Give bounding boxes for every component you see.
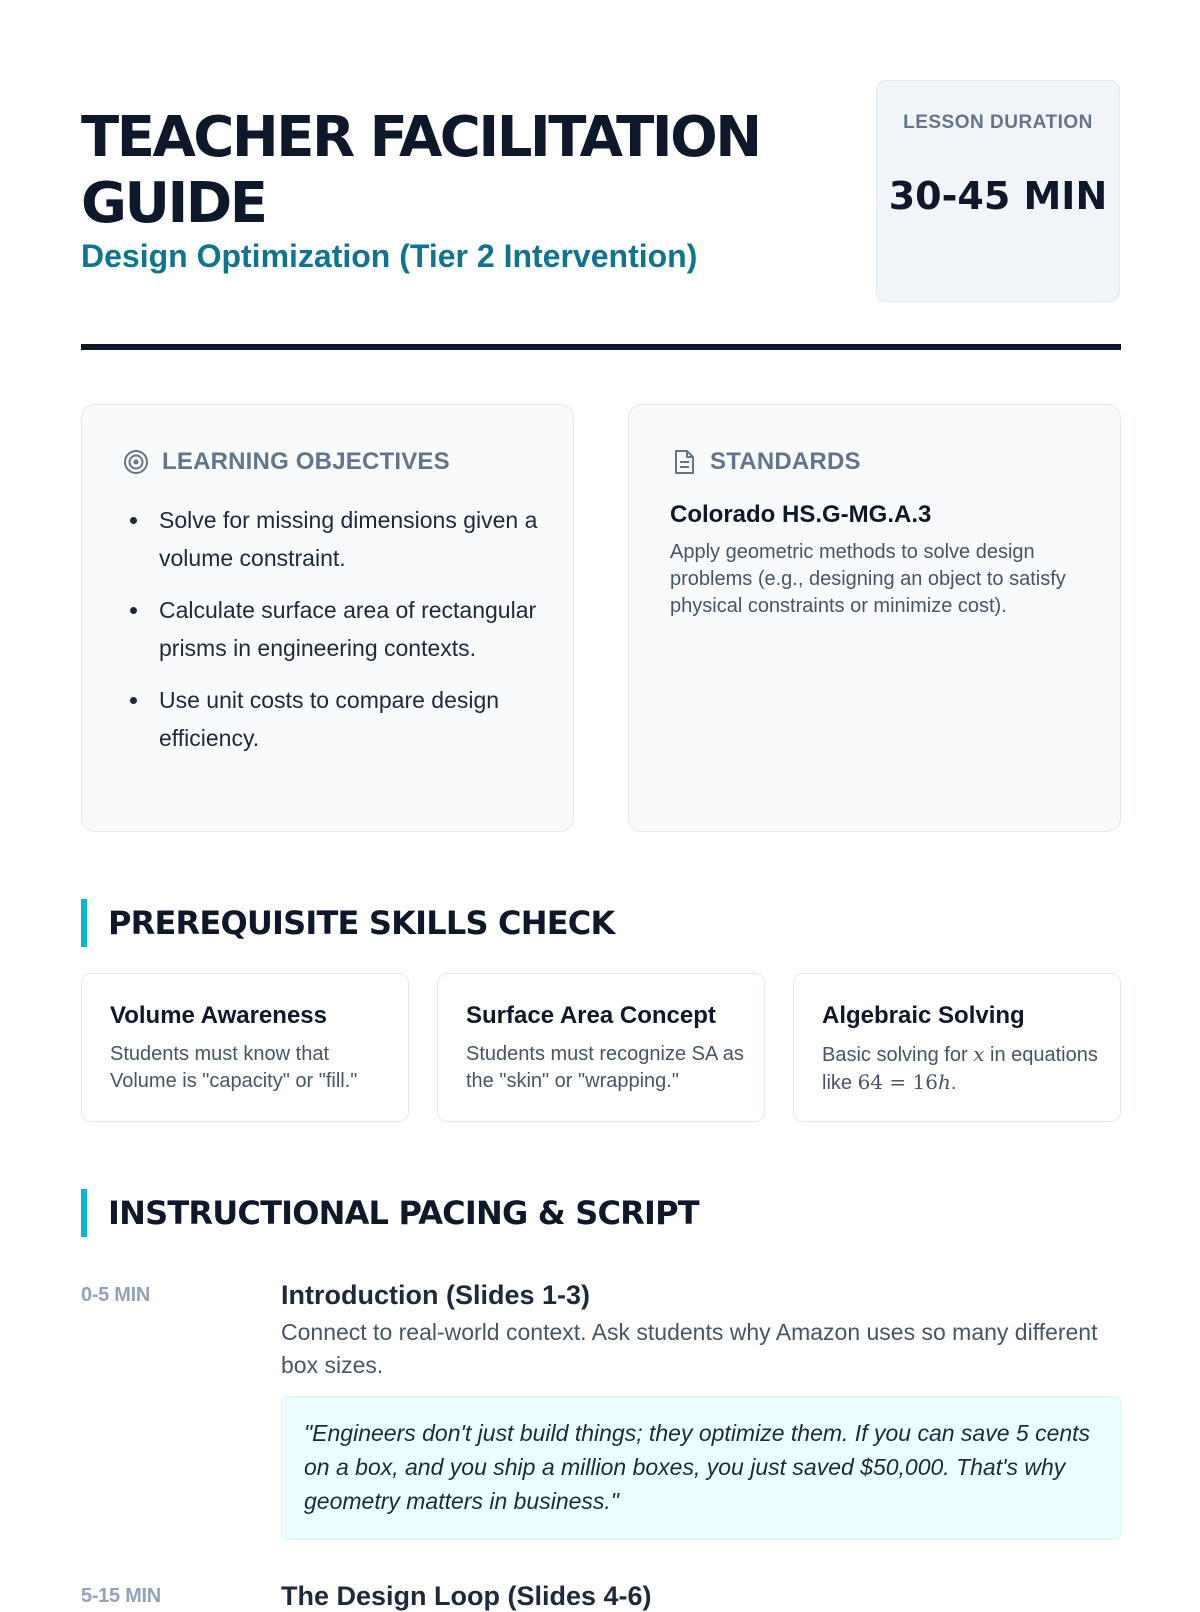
duration-value [877,169,1119,223]
document-icon [670,448,698,476]
prerequisite-section-heading [81,899,1121,947]
standards-header [670,447,861,477]
skill-card-volume [81,973,409,1122]
skill-title: Surface Area Concept [466,1002,716,1029]
skill-description [822,1041,1112,1097]
script-quote: "Engineers don't just build things; they optimize them. If you can save 5 cents on a box, and you ship a million boxes, you just saved $50,000. That's why geometry matters in business." [281,1396,1121,1540]
pacing-step-title: Introduction (Slides 1-3) [281,1280,591,1310]
header [81,80,1121,305]
standards-card [628,404,1121,832]
pacing-section-heading [81,1189,1121,1237]
list-item: • Calculate surface area of rectangular prisms in engineering contexts. [151,591,571,667]
lesson-duration-box [876,80,1120,302]
list-item: • Solve for missing dimensions given a volume constraint. [151,501,571,577]
section-title: INSTRUCTIONAL PACING & SCRIPT [108,1194,699,1232]
list-item: • Use unit costs to compare design efficiency. [151,681,571,757]
pacing-time: 5-15 MIN [81,1585,161,1607]
desc-text: in equations like [822,1044,1098,1094]
skill-card-surface-area [437,973,765,1122]
pacing-step-description: Connect to real-world context. Ask students why Amazon uses so many different box sizes. [281,1319,1098,1378]
skill-description: Students must know that Volume is "capacity" or "fill." [110,1043,358,1092]
objectives-list [122,501,571,771]
skill-card-algebraic [793,973,1121,1122]
learning-objectives-header [122,447,450,477]
standard-description: Apply geometric methods to solve design problems (e.g., designing an object to satisfy physical constraints or minimize cost). [670,541,1066,617]
standard-code: Colorado HS.G-MG.A.3 [670,501,932,528]
learning-objectives-label: LEARNING OBJECTIVES [162,448,450,475]
learning-objectives-card [81,404,574,832]
page-title: TEACHER FACILITATION GUIDE [81,105,760,236]
math-equation: 64 = 16 [857,1070,938,1094]
page [81,0,1121,1611]
standards-label: STANDARDS [710,448,861,475]
desc-text: . [950,1072,957,1094]
header-divider [81,344,1121,350]
duration-label: LESSON DURATION [903,112,1093,133]
skill-title: Algebraic Solving [822,1002,1025,1029]
section-title: PREREQUISITE SKILLS CHECK [108,904,615,942]
desc-text: Basic solving for [822,1044,974,1066]
skill-title: Volume Awareness [110,1002,327,1029]
math-variable: h [937,1070,951,1094]
section-accent-bar [81,1189,87,1237]
page-subtitle: Design Optimization (Tier 2 Intervention) [81,238,698,274]
pacing-time: 0-5 MIN [81,1284,151,1306]
math-variable: x [973,1042,985,1066]
duration-value-text: 30-45 MIN [888,174,1108,218]
section-accent-bar [81,899,87,947]
pacing-step-title: The Design Loop (Slides 4-6) [281,1581,652,1611]
skill-description: Students must recognize SA as the "skin" or "wrapping." [466,1043,744,1092]
target-icon [122,448,150,476]
